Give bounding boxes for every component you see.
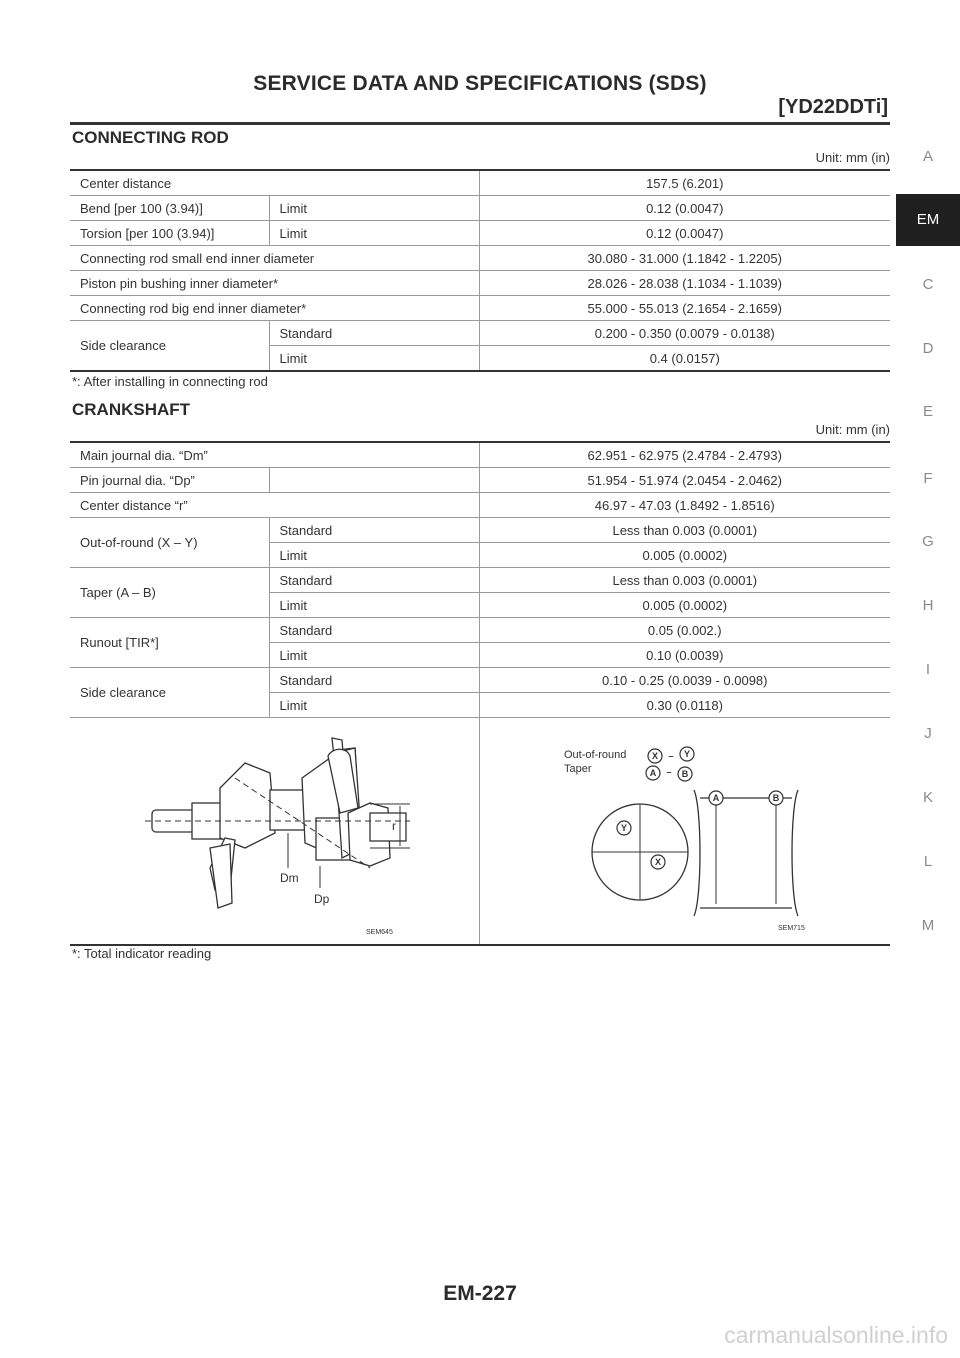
tab-c[interactable]: C [922, 276, 934, 293]
spec-label: Taper (A – B) [70, 568, 269, 618]
spec-value: 0.12 (0.0047) [479, 196, 890, 221]
spec-sublabel: Standard [269, 568, 479, 593]
spec-label: Side clearance [70, 668, 269, 718]
spec-value: 55.000 - 55.013 (2.1654 - 2.1659) [479, 296, 890, 321]
a-badge: A [649, 768, 656, 778]
tab-g[interactable]: G [922, 533, 934, 550]
header-divider [70, 122, 890, 125]
b-badge: B [681, 769, 688, 779]
tab-l[interactable]: L [923, 853, 933, 870]
tab-a[interactable]: A [922, 148, 933, 165]
figure-code-sem645: SEM645 [366, 929, 393, 936]
tab-em[interactable]: EM [896, 194, 960, 246]
tab-d[interactable]: D [922, 340, 934, 357]
spec-label: Bend [per 100 (3.94)] [70, 196, 269, 221]
tab-e[interactable]: E [922, 403, 933, 420]
spec-label: Center distance “r” [70, 493, 479, 518]
journal-side-view [694, 790, 798, 916]
tab-h[interactable]: H [922, 597, 934, 614]
crankshaft-unit: Unit: mm (in) [815, 422, 890, 437]
r-label: r [392, 819, 396, 833]
watermark: carmanualsonline.info [724, 1322, 948, 1348]
spec-sublabel-empty [269, 468, 479, 493]
connecting-rod-footnote: *: After installing in connecting rod [72, 374, 268, 389]
spec-value: 62.951 - 62.975 (2.4784 - 2.4793) [479, 442, 890, 468]
spec-value: 51.954 - 51.974 (2.0454 - 2.0462) [479, 468, 890, 493]
table-row [70, 196, 890, 221]
connecting-rod-unit: Unit: mm (in) [815, 150, 890, 165]
page-header-title: SERVICE DATA AND SPECIFICATIONS (SDS) [253, 72, 707, 95]
spec-sublabel: Limit [269, 593, 479, 618]
table-row [70, 568, 890, 593]
table-row [70, 442, 890, 468]
tab-j[interactable]: J [924, 725, 932, 742]
spec-value: 157.5 (6.201) [479, 170, 890, 196]
table-row [70, 493, 890, 518]
table-row [70, 668, 890, 693]
dash-ab: – [665, 767, 672, 777]
journal-measurement-illustration [480, 718, 891, 941]
crankshaft-footnote: *: Total indicator reading [72, 946, 212, 961]
spec-sublabel: Limit [269, 221, 479, 246]
y-badge: Y [683, 749, 690, 759]
spec-sublabel: Standard [269, 518, 479, 543]
spec-value: 0.005 (0.0002) [479, 543, 890, 568]
spec-value: 0.4 (0.0157) [479, 346, 890, 372]
spec-value: Less than 0.003 (0.0001) [479, 568, 890, 593]
table-row [70, 296, 890, 321]
spec-value: 30.080 - 31.000 (1.1842 - 1.2205) [479, 246, 890, 271]
spec-label: Connecting rod big end inner diameter* [70, 296, 479, 321]
x-badge: X [651, 751, 658, 761]
table-row [70, 271, 890, 296]
tab-f[interactable]: F [923, 470, 933, 487]
crankshaft-illustration [70, 718, 479, 941]
spec-sublabel: Standard [269, 618, 479, 643]
y-marker: Y [620, 823, 627, 833]
spec-value: 0.10 (0.0039) [479, 643, 890, 668]
table-row [70, 321, 890, 346]
spec-value: 0.200 - 0.350 (0.0079 - 0.0138) [479, 321, 890, 346]
table-row [70, 518, 890, 543]
connecting-rod-table [70, 169, 890, 372]
engine-model-label: [YD22DDTi] [778, 96, 888, 118]
spec-label: Main journal dia. “Dm” [70, 442, 479, 468]
x-marker: X [654, 857, 661, 867]
crankshaft-figure-cell [70, 718, 479, 946]
figure-row [70, 718, 890, 946]
spec-label: Pin journal dia. “Dp” [70, 468, 269, 493]
table-row [70, 468, 890, 493]
table-row [70, 246, 890, 271]
dm-label: Dm [280, 871, 299, 885]
tab-i[interactable]: I [925, 661, 931, 678]
spec-value: 0.05 (0.002.) [479, 618, 890, 643]
dp-label: Dp [314, 892, 330, 906]
spec-value: 0.12 (0.0047) [479, 221, 890, 246]
spec-sublabel: Limit [269, 543, 479, 568]
page-number: EM-227 [443, 1282, 517, 1305]
spec-value: 0.005 (0.0002) [479, 593, 890, 618]
b-marker: B [772, 793, 779, 803]
spec-value: 0.10 - 0.25 (0.0039 - 0.0098) [479, 668, 890, 693]
spec-value: Less than 0.003 (0.0001) [479, 518, 890, 543]
spec-label: Runout [TIR*] [70, 618, 269, 668]
tab-m[interactable]: M [921, 917, 935, 934]
spec-sublabel: Limit [269, 643, 479, 668]
spec-value: 0.30 (0.0118) [479, 693, 890, 718]
spec-label: Side clearance [70, 321, 269, 372]
crankshaft-table [70, 441, 890, 946]
spec-sublabel: Standard [269, 321, 479, 346]
table-row [70, 221, 890, 246]
out-of-round-label: Out-of-round [563, 749, 626, 761]
spec-value: 46.97 - 47.03 (1.8492 - 1.8516) [479, 493, 890, 518]
spec-sublabel: Limit [269, 196, 479, 221]
spec-value: 28.026 - 28.038 (1.1034 - 1.1039) [479, 271, 890, 296]
spec-label: Center distance [70, 170, 479, 196]
taper-label: Taper [563, 763, 592, 775]
spec-sublabel: Standard [269, 668, 479, 693]
a-marker: A [712, 793, 719, 803]
table-row [70, 618, 890, 643]
spec-sublabel: Limit [269, 693, 479, 718]
dash-xy: – [667, 751, 674, 761]
spec-sublabel: Limit [269, 346, 479, 372]
spec-label: Torsion [per 100 (3.94)] [70, 221, 269, 246]
connecting-rod-title: CONNECTING ROD [72, 128, 229, 147]
table-row [70, 170, 890, 196]
journal-measure-figure-cell [479, 718, 890, 946]
spec-label: Connecting rod small end inner diameter [70, 246, 479, 271]
spec-label: Piston pin bushing inner diameter* [70, 271, 479, 296]
crankshaft-title: CRANKSHAFT [72, 400, 191, 419]
figure-code-sem715: SEM715 [777, 925, 805, 932]
tab-k[interactable]: K [922, 789, 933, 806]
spec-label: Out-of-round (X – Y) [70, 518, 269, 568]
